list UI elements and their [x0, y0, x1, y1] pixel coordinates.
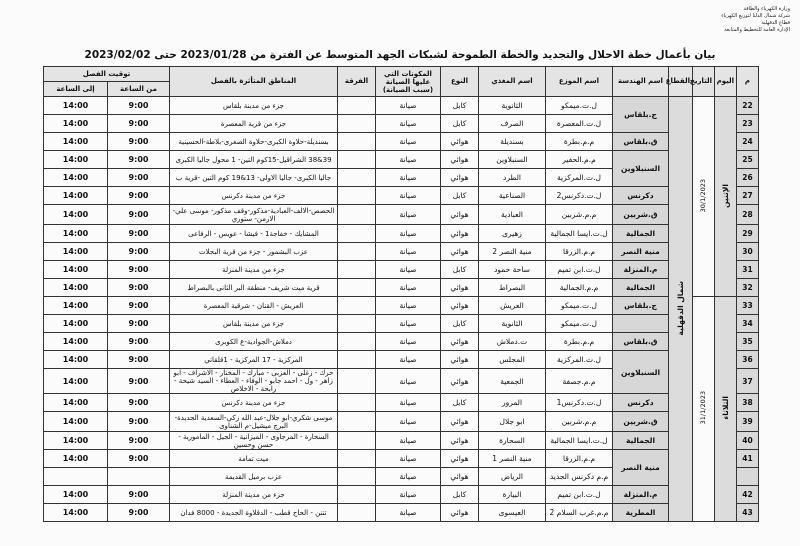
- team-cell: [338, 486, 376, 504]
- to-time-cell: 14:00: [44, 187, 108, 205]
- engineering-cell: ق.بلقاس: [613, 333, 669, 351]
- to-time-cell: 14:00: [44, 486, 108, 504]
- engineering-cell: السنبلاوين: [613, 151, 669, 187]
- feeder-cell: بسنديلة: [479, 133, 546, 151]
- feeder-cell: الثانوية: [479, 315, 546, 333]
- feeder-cell: الطرد: [479, 169, 546, 187]
- type-cell: كابل: [441, 486, 479, 504]
- type-cell: هوائي: [441, 169, 479, 187]
- row-number: 23: [737, 115, 759, 133]
- type-cell: كابل: [441, 315, 479, 333]
- areas-cell: المشايك - خفاجة1 - فيشا - عويس - الرفاعى: [170, 225, 338, 243]
- engineering-cell: الجمالية: [613, 225, 669, 243]
- distributor-cell: م.م.الزرقا: [546, 243, 613, 261]
- day-cell: [715, 297, 737, 522]
- engineering-cell: السنبلاوين: [613, 351, 669, 394]
- header-from: من الساعة: [108, 82, 170, 97]
- team-cell: [338, 115, 376, 133]
- component-cell: صيانة: [376, 261, 441, 279]
- from-time-cell: 9:00: [108, 394, 170, 412]
- from-time-cell: 9:00: [108, 504, 170, 522]
- sector-label: شمال الدقهلية: [676, 280, 685, 336]
- letterhead-line: وزارة الكهرباء والطاقة: [743, 6, 790, 12]
- header-engineering: اسم الهندسة: [613, 67, 669, 97]
- areas-cell: جزء من مدينة دكرنس: [170, 187, 338, 205]
- distributor-cell: ل.ت.ايسا الجمالية: [546, 432, 613, 450]
- component-cell: صيانة: [376, 315, 441, 333]
- areas-cell: تتنن - الحاج قطب - الدقلاوة الجديدة - 8000 فدان: [170, 504, 338, 522]
- distributor-cell: م.م.بطرة: [546, 333, 613, 351]
- to-time-cell: 14:00: [44, 412, 108, 432]
- engineering-cell: دكرنس: [613, 394, 669, 412]
- header-component: المكونات التي عليها الصيانة (سبب الصيانة): [376, 67, 441, 97]
- table-row: [44, 151, 759, 169]
- team-cell: [338, 243, 376, 261]
- row-number: 30: [737, 243, 759, 261]
- table-row: [44, 450, 759, 468]
- from-time-cell: 9:00: [108, 169, 170, 187]
- distributor-cell: ل.ت.المركزية: [546, 351, 613, 369]
- letterhead-line: الإدارة العامة للتخطيط والمتابعة: [724, 27, 790, 33]
- row-number: 39: [737, 412, 759, 432]
- areas-cell: جزء من مدينة بلقاس: [170, 315, 338, 333]
- header-timing: توقيت الفصل: [44, 67, 170, 82]
- from-time-cell: 9:00: [108, 333, 170, 351]
- team-cell: [338, 351, 376, 369]
- feeder-cell: منية النصر 1: [479, 450, 546, 468]
- areas-cell: جزء من مدينة المنزلة: [170, 261, 338, 279]
- from-time-cell: 9:00: [108, 450, 170, 468]
- areas-cell: جزء من مدينة دكرنس: [170, 394, 338, 412]
- areas-cell: ميت تمامة: [170, 450, 338, 468]
- row-number: 22: [737, 97, 759, 115]
- team-cell: [338, 369, 376, 394]
- type-cell: هوائي: [441, 225, 479, 243]
- row-number: 34: [737, 315, 759, 333]
- date-label: 30/1/2023: [699, 178, 707, 213]
- type-cell: هوائي: [441, 412, 479, 432]
- team-cell: [338, 412, 376, 432]
- feeder-cell: ت.دملاش: [479, 333, 546, 351]
- table-row: [44, 394, 759, 412]
- feeder-cell: الثانوية: [479, 97, 546, 115]
- to-time-cell: 14:00: [44, 504, 108, 522]
- table-row: [44, 243, 759, 261]
- sector-cell: [669, 97, 693, 522]
- type-cell: هوائي: [441, 133, 479, 151]
- row-number: 41: [737, 450, 759, 468]
- distributor-cell: ل.ت.ايسا الجمالية: [546, 225, 613, 243]
- header-day: اليوم: [715, 67, 737, 97]
- row-number: 28: [737, 205, 759, 225]
- distributor-cell: م.م.شربين: [546, 205, 613, 225]
- team-cell: [338, 133, 376, 151]
- distributor-cell: ل.ت.المعصرة: [546, 115, 613, 133]
- team-cell: [338, 450, 376, 468]
- component-cell: صيانة: [376, 297, 441, 315]
- component-cell: صيانة: [376, 333, 441, 351]
- areas-cell: السحارة - المرجاوى - الميزانية - الجيل - المامورية - حسن وحسين: [170, 432, 338, 450]
- header-team: الفرقة: [338, 67, 376, 97]
- team-cell: [338, 225, 376, 243]
- type-cell: هوائي: [441, 243, 479, 261]
- distributor-cell: ل.ت.ميمكو: [546, 97, 613, 115]
- to-time-cell: 14:00: [44, 432, 108, 450]
- component-cell: صيانة: [376, 369, 441, 394]
- day-label: الإثنين: [721, 183, 730, 208]
- feeder-cell: الصرف: [479, 115, 546, 133]
- areas-cell: دملاش-الجوادية-ع الكوبرى: [170, 333, 338, 351]
- header-num: م: [737, 67, 759, 97]
- engineering-cell: ق.بلقاس: [613, 133, 669, 151]
- header-sector: القطاع: [669, 67, 693, 97]
- to-time-cell: 14:00: [44, 115, 108, 133]
- table-row: [44, 351, 759, 369]
- team-cell: [338, 432, 376, 450]
- component-cell: صيانة: [376, 187, 441, 205]
- from-time-cell: 9:00: [108, 97, 170, 115]
- team-cell: [338, 205, 376, 225]
- to-time-cell: 14:00: [44, 225, 108, 243]
- row-number: 26: [737, 169, 759, 187]
- areas-cell: بسنديلة-حلاوة الكبرى-حلاوة الصغرى-بلاطة-الحسينية: [170, 133, 338, 151]
- feeder-cell: الرياض: [479, 468, 546, 486]
- row-number: 35: [737, 333, 759, 351]
- row-number: 27: [737, 187, 759, 205]
- areas-cell: المركزية - 17 المركزية - 1قلقاتي: [170, 351, 338, 369]
- component-cell: صيانة: [376, 169, 441, 187]
- component-cell: صيانة: [376, 97, 441, 115]
- distributor-cell: م.م.بطرة: [546, 133, 613, 151]
- table-row: [44, 504, 759, 522]
- engineering-cell: م.المنزلة: [613, 261, 669, 279]
- engineering-cell: ق.شربين: [613, 205, 669, 225]
- distributor-cell: م.م.غرب السلام 2: [546, 504, 613, 522]
- component-cell: صيانة: [376, 115, 441, 133]
- type-cell: كابل: [441, 97, 479, 115]
- engineering-cell: ق.شربين: [613, 412, 669, 432]
- table-row: [44, 333, 759, 351]
- to-time-cell: 14:00: [44, 151, 108, 169]
- areas-cell: جزء من مدينة بلقاس: [170, 97, 338, 115]
- to-time-cell: [44, 468, 108, 486]
- from-time-cell: 9:00: [108, 351, 170, 369]
- type-cell: كابل: [441, 261, 479, 279]
- table-row: [44, 187, 759, 205]
- row-number: 29: [737, 225, 759, 243]
- distributor-cell: ل.ت.دكرنس1: [546, 394, 613, 412]
- team-cell: [338, 97, 376, 115]
- table-row: [44, 412, 759, 432]
- team-cell: [338, 333, 376, 351]
- distributor-cell: ل.ت.ميمكو: [546, 297, 613, 315]
- type-cell: هوائي: [441, 151, 479, 169]
- team-cell: [338, 394, 376, 412]
- team-cell: [338, 468, 376, 486]
- feeder-cell: زهيرى: [479, 225, 546, 243]
- row-number: 37: [737, 369, 759, 394]
- type-cell: هوائي: [441, 369, 479, 394]
- type-cell: هوائي: [441, 351, 479, 369]
- to-time-cell: 14:00: [44, 297, 108, 315]
- feeder-cell: الجمعية: [479, 369, 546, 394]
- areas-cell: العريش - القنان - شرقية المعصرة: [170, 297, 338, 315]
- to-time-cell: 14:00: [44, 97, 108, 115]
- engineering-cell: منية النصر: [613, 243, 669, 261]
- team-cell: [338, 315, 376, 333]
- header-feeder: اسم المغذي: [479, 67, 546, 97]
- type-cell: كابل: [441, 115, 479, 133]
- to-time-cell: 14:00: [44, 279, 108, 297]
- type-cell: كابل: [441, 394, 479, 412]
- areas-cell: عزب برميل القديمة: [170, 468, 338, 486]
- component-cell: صيانة: [376, 243, 441, 261]
- component-cell: صيانة: [376, 205, 441, 225]
- header-distributor: اسم الموزع: [546, 67, 613, 97]
- to-time-cell: 14:00: [44, 315, 108, 333]
- row-number: 40: [737, 432, 759, 450]
- areas-cell: جزء من قرية المعصرة: [170, 115, 338, 133]
- table-row: [44, 97, 759, 115]
- date-cell: [693, 97, 715, 297]
- team-cell: [338, 504, 376, 522]
- feeder-cell: السنبلاوين: [479, 151, 546, 169]
- row-number: 42: [737, 486, 759, 504]
- distributor-cell: ل.ت.دكرنس2: [546, 187, 613, 205]
- type-cell: هوائي: [441, 432, 479, 450]
- from-time-cell: 9:00: [108, 261, 170, 279]
- engineering-cell: ج.بلقاس: [613, 97, 669, 133]
- date-cell: [693, 297, 715, 522]
- type-cell: هوائي: [441, 279, 479, 297]
- table-row: [44, 279, 759, 297]
- feeder-cell: المجلس: [479, 351, 546, 369]
- feeder-cell: العريش: [479, 297, 546, 315]
- day-label: الثلاثاء: [721, 396, 730, 420]
- distributor-cell: ل.ت.ابن تميم: [546, 261, 613, 279]
- areas-cell: جزء من مدينة المنزلة: [170, 486, 338, 504]
- feeder-cell: البصراط: [479, 279, 546, 297]
- distributor-cell: م.م دكرنس الجديد: [546, 468, 613, 486]
- distributor-cell: م.م.شربين: [546, 412, 613, 432]
- type-cell: هوائي: [441, 297, 479, 315]
- component-cell: صيانة: [376, 279, 441, 297]
- engineering-cell: ج.بلقاس: [613, 297, 669, 315]
- from-time-cell: 9:00: [108, 225, 170, 243]
- areas-cell: الحصص-الالف-العبادية-مذكور-وقف مذكور- موسى علي- الارمن- ستوري: [170, 205, 338, 225]
- team-cell: [338, 297, 376, 315]
- table-row: [44, 205, 759, 225]
- component-cell: صيانة: [376, 486, 441, 504]
- row-number: 24: [737, 133, 759, 151]
- distributor-cell: م.م.الجمالية: [546, 279, 613, 297]
- table-row: [44, 225, 759, 243]
- engineering-cell: م.المنزلة: [613, 486, 669, 504]
- engineering-cell: الجمالية: [613, 279, 669, 297]
- distributor-cell: ل.ت.ميمكو: [546, 315, 613, 333]
- engineering-cell: المطرية: [613, 504, 669, 522]
- areas-cell: حرك - زغلى - العزبى - مبارك - المختار - الاشراف - ابو زاهر - ول - احمد جابو - الوفاء - العطاء - السيد شيحة - رابحة - الاخلاص: [170, 369, 338, 394]
- to-time-cell: 14:00: [44, 369, 108, 394]
- component-cell: صيانة: [376, 133, 441, 151]
- areas-cell: موسى شكري-ابو جلال-عبد الله زكي-السعدية الجديدة-البرج ميشيل-م الشناوى: [170, 412, 338, 432]
- row-number: 33: [737, 297, 759, 315]
- feeder-cell: البيارة: [479, 486, 546, 504]
- distributor-cell: ل.ت.المركزية: [546, 169, 613, 187]
- from-time-cell: 9:00: [108, 133, 170, 151]
- component-cell: صيانة: [376, 412, 441, 432]
- from-time-cell: [108, 468, 170, 486]
- type-cell: هوائي: [441, 333, 479, 351]
- maintenance-table: [43, 66, 758, 536]
- type-cell: هوائي: [441, 450, 479, 468]
- feeder-cell: العبادية: [479, 205, 546, 225]
- table-row: [44, 315, 759, 333]
- engineering-cell: الجمالية: [613, 432, 669, 450]
- from-time-cell: 9:00: [108, 243, 170, 261]
- from-time-cell: 9:00: [108, 151, 170, 169]
- header-type: النوع: [441, 67, 479, 97]
- table-row: [44, 432, 759, 450]
- type-cell: هوائي: [441, 504, 479, 522]
- team-cell: [338, 151, 376, 169]
- feeder-cell: منية النصر 2: [479, 243, 546, 261]
- engineering-cell: دكرنس: [613, 187, 669, 205]
- type-cell: هوائي: [441, 468, 479, 486]
- from-time-cell: 9:00: [108, 115, 170, 133]
- table-row: [44, 486, 759, 504]
- day-cell: [715, 97, 737, 297]
- from-time-cell: 9:00: [108, 279, 170, 297]
- areas-cell: قرية ميت شريف- منطقة البر الثانى بالبصراط: [170, 279, 338, 297]
- from-time-cell: 9:00: [108, 315, 170, 333]
- engineering-cell: [613, 315, 669, 333]
- areas-cell: عزب البشمور - جزء من قرية البجلات: [170, 243, 338, 261]
- letterhead-line: قطاع الدقهلية: [761, 20, 790, 26]
- component-cell: صيانة: [376, 351, 441, 369]
- team-cell: [338, 261, 376, 279]
- to-time-cell: 14:00: [44, 333, 108, 351]
- distributor-cell: م.م.الحفير: [546, 151, 613, 169]
- to-time-cell: 14:00: [44, 450, 108, 468]
- to-time-cell: 14:00: [44, 133, 108, 151]
- team-cell: [338, 279, 376, 297]
- table-row: [44, 133, 759, 151]
- component-cell: صيانة: [376, 225, 441, 243]
- type-cell: كابل: [441, 187, 479, 205]
- feeder-cell: العيسوى: [479, 504, 546, 522]
- team-cell: [338, 187, 376, 205]
- from-time-cell: 9:00: [108, 205, 170, 225]
- engineering-cell: منية النصر: [613, 450, 669, 486]
- row-number: 43: [737, 504, 759, 522]
- component-cell: صيانة: [376, 432, 441, 450]
- table-row: [44, 261, 759, 279]
- feeder-cell: المرور: [479, 394, 546, 412]
- from-time-cell: 9:00: [108, 432, 170, 450]
- to-time-cell: 14:00: [44, 351, 108, 369]
- row-number: 32: [737, 279, 759, 297]
- areas-cell: 39&38 الشراقيل-15كوم التين- 1 محول جاليا الكبرى: [170, 151, 338, 169]
- letterhead-line: شركة شمال الدلتا لتوزيع الكهرباء: [721, 13, 790, 19]
- component-cell: صيانة: [376, 450, 441, 468]
- to-time-cell: 14:00: [44, 243, 108, 261]
- from-time-cell: 9:00: [108, 486, 170, 504]
- component-cell: صيانة: [376, 468, 441, 486]
- feeder-cell: ساحة حمود: [479, 261, 546, 279]
- distributor-cell: ل.ت.ابن تميم: [546, 486, 613, 504]
- header-areas: المناطق المتأثرة بالفصل: [170, 67, 338, 97]
- to-time-cell: 14:00: [44, 169, 108, 187]
- letterhead: [721, 6, 790, 34]
- feeder-cell: ابو جلال: [479, 412, 546, 432]
- to-time-cell: 14:00: [44, 205, 108, 225]
- component-cell: صيانة: [376, 394, 441, 412]
- row-number: 36: [737, 351, 759, 369]
- feeder-cell: الصناعية: [479, 187, 546, 205]
- header-date: التاريخ: [693, 67, 715, 97]
- areas-cell: جاليا الكبرى- جاليا الاولى- 13&19 كوم التين -قرية ب: [170, 169, 338, 187]
- type-cell: هوائي: [441, 205, 479, 225]
- document-title: بيان بأعمال خطة الاحلال والتجديد والخطة الطموحة لشبكات الجهد المتوسط عن الفترة من 2023/01/28 حتى 2023/02/02: [84, 49, 716, 61]
- to-time-cell: 14:00: [44, 394, 108, 412]
- date-label: 31/1/2023: [699, 391, 707, 425]
- row-number: [737, 468, 759, 486]
- component-cell: صيانة: [376, 504, 441, 522]
- distributor-cell: م.م.الزرقا: [546, 450, 613, 468]
- team-cell: [338, 169, 376, 187]
- from-time-cell: 9:00: [108, 412, 170, 432]
- row-number: 38: [737, 394, 759, 412]
- row-number: 25: [737, 151, 759, 169]
- from-time-cell: 9:00: [108, 369, 170, 394]
- from-time-cell: 9:00: [108, 297, 170, 315]
- component-cell: صيانة: [376, 151, 441, 169]
- header-to: إلى الساعة: [44, 82, 108, 97]
- distributor-cell: م.م.جصفة: [546, 369, 613, 394]
- from-time-cell: 9:00: [108, 187, 170, 205]
- row-number: 31: [737, 261, 759, 279]
- to-time-cell: 14:00: [44, 261, 108, 279]
- table-row: [44, 297, 759, 315]
- feeder-cell: السحارة: [479, 432, 546, 450]
